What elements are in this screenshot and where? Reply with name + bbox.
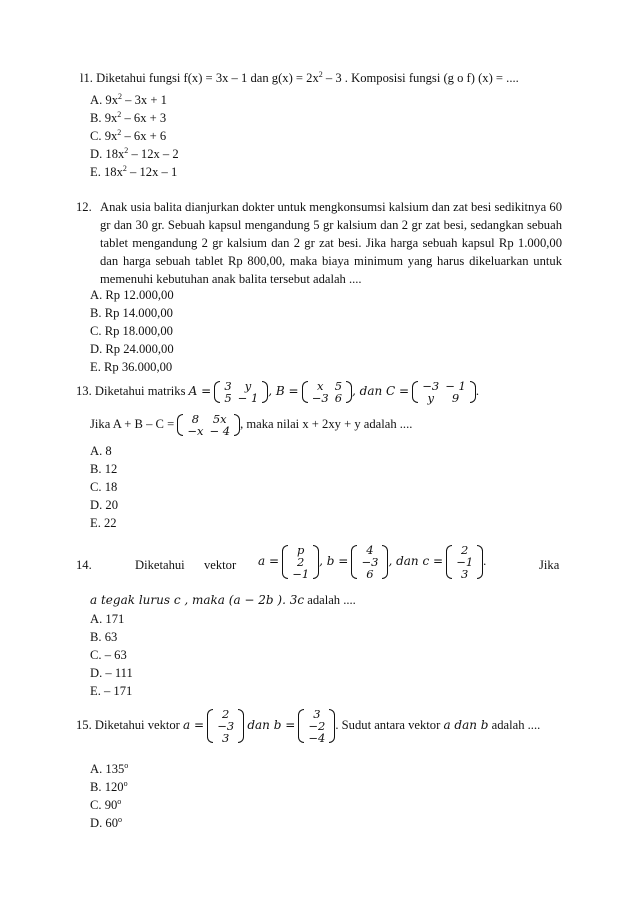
q15-option-c[interactable]: C. 90$^o$ [90, 796, 122, 812]
q13-option-d[interactable]: D. 20 [90, 498, 118, 512]
question-14: 14. Diketahui vektor a = p 2 −1 , b = 4 −3 6 , dan c = 2 −1 3 . Jika [76, 543, 560, 581]
q11-option-a[interactable]: A. $9x^2 - 3x + 1$ [90, 91, 167, 107]
q11-option-d[interactable]: D. $18x^2 - 12x - 2$ [90, 145, 179, 161]
q14-option-b[interactable]: B. 63 [90, 630, 118, 644]
q13-option-e[interactable]: E. 22 [90, 516, 117, 530]
q12-option-c[interactable]: C. Rp 18.000,00 [90, 324, 173, 338]
question-13-line2: Jika A + B – C = 8 5x −x − 4 , maka nilai x + 2xy + y adalah .... [90, 412, 413, 438]
matrix-result: 8 5x −x − 4 [177, 413, 240, 437]
matrix-a: 3 y 5 − 1 [214, 380, 268, 404]
q13-option-a[interactable]: A. 8 [90, 444, 112, 458]
q14-option-d[interactable]: D. – 111 [90, 666, 133, 680]
vector-a: p 2 −1 [282, 544, 319, 580]
q14-option-c[interactable]: C. – 63 [90, 648, 127, 662]
q15-option-a[interactable]: A. 135$^o$ [90, 760, 129, 776]
question-14-line2: a tegak lurus c , maka (a − 2b ). 3c adalah .... [90, 593, 356, 607]
q12-option-a[interactable]: A. Rp 12.000,00 [90, 288, 174, 302]
q14-option-a[interactable]: A. 171 [90, 612, 125, 626]
q11-option-e[interactable]: E. $18x^2 - 12x - 1$ [90, 163, 178, 179]
question-11: l1. Diketahui fungsi f(x) = 3x – 1 dan $g(x) = 2x^2 - 3$ . Komposisi fungsi (g o f) (x) = .... [80, 69, 519, 85]
question-13: 13. Diketahui matriks A = 3 y 5 − 1 , B = x 5 −3 6 , dan C = −3 − 1 y 9 . [76, 379, 479, 405]
matrix-b: x 5 −3 6 [302, 380, 352, 404]
q15-option-d[interactable]: D. 60$^o$ [90, 814, 122, 830]
q14-option-e[interactable]: E. – 171 [90, 684, 133, 698]
vector-a-15: 2 −3 3 [207, 708, 244, 744]
q12-option-b[interactable]: B. Rp 14.000,00 [90, 306, 173, 320]
question-12: 12. Anak usia balita dianjurkan dokter untuk mengkonsumsi kalsium dan zat besi sedikitnya 60 gr dan 30 gr. Sebuah kapsul mengandung 5 gr kalsium dan 2 gr zat besi, sedangkan sebuah tablet mengandung 2 gr kalsium dan 2 gr zat besi. Jika harga sebuah kapsul Rp 1.000,00 dan harga sebuah tablet Rp 800,00, maka biaya minimum yang harus dikeluarkan untuk memenuhi kebutuhan anak balita tersebut adalah .... [76, 200, 562, 286]
vector-c: 2 −1 3 [446, 544, 483, 580]
q15-option-b[interactable]: B. 120$^o$ [90, 778, 128, 794]
vector-b-15: 3 −2 −4 [298, 708, 335, 744]
matrix-c: −3 − 1 y 9 [412, 380, 476, 404]
q13-option-c[interactable]: C. 18 [90, 480, 118, 494]
q11-option-c[interactable]: C. $9x^2 - 6x + 6$ [90, 127, 167, 143]
q12-option-d[interactable]: D. Rp 24.000,00 [90, 342, 174, 356]
q12-option-e[interactable]: E. Rp 36.000,00 [90, 360, 173, 374]
question-15: 15. Diketahui vektor a = 2 −3 3 dan b = 3 −2 −4 . Sudut antara vektor a dan b adalah .... [76, 707, 541, 745]
vector-b: 4 −3 6 [351, 544, 388, 580]
q13-option-b[interactable]: B. 12 [90, 462, 118, 476]
q11-option-b[interactable]: B. $9x^2 - 6x + 3$ [90, 109, 167, 125]
